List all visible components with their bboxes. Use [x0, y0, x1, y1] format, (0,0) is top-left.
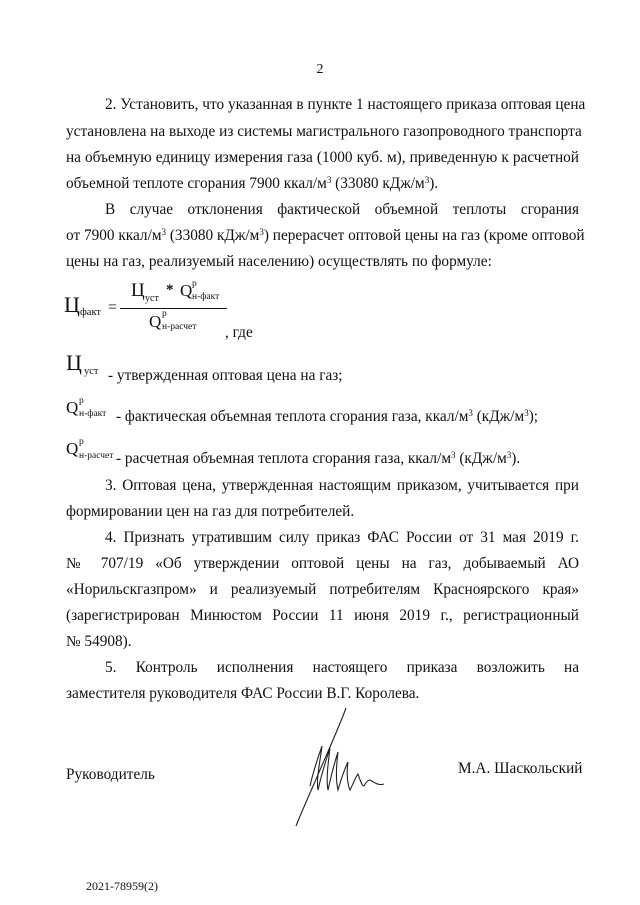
deviation-line-3: цены на газ, реализуемый населению) осуществлять по формуле: — [66, 253, 492, 270]
superscript: 3 — [468, 408, 473, 418]
text-segment: (кДж/м — [455, 450, 507, 467]
paragraph-2-line-3: на объемную единицу измерения газа (1000 куб. м), приведенную к расчетной — [66, 149, 579, 166]
text-segment: (33080 кДж/м — [331, 175, 425, 192]
superscript: 3 — [161, 227, 166, 237]
definition-subscript: уст — [84, 366, 99, 377]
document-code: 2021-78959(2) — [86, 879, 158, 893]
definition-subscript: н-факт — [79, 409, 107, 419]
superscript: 3 — [506, 450, 512, 460]
text-segment: - расчетная объемная теплота сгорания газа, ккал/м — [116, 450, 451, 467]
paragraph-5-line-2: заместителя руководителя ФАС России В.Г. Королева. — [66, 685, 420, 702]
deviation-line-2 — [66, 226, 585, 246]
text-segment: (кДж/м — [472, 408, 525, 425]
formula-numerator-q-subscript: н-факт — [192, 292, 220, 302]
deviation-line-1: В случае отклонения фактической объемной теплоты сгорания — [105, 201, 579, 218]
paragraph-2-line-2: установлена на выходе из системы магистрального газопроводного транспорта — [66, 123, 582, 140]
formula-numerator-symbol: Ц — [131, 280, 145, 301]
signatory-position: Руководитель — [66, 766, 155, 783]
paragraph-2-line-4 — [66, 174, 438, 194]
paragraph-3-line-1: 3. Оптовая цена, утвержденная настоящим приказом, учитывается при — [105, 477, 579, 494]
text-segment: от 7900 ккал/м — [66, 227, 162, 244]
text-segment: - фактическая объемная теплота сгорания газа, ккал/м — [116, 408, 469, 425]
text-segment: (33080 кДж/м — [166, 227, 260, 244]
page-number: 2 — [316, 62, 324, 77]
definition-text: - утвержденная оптовая цена на газ; — [108, 367, 343, 384]
superscript: 3 — [259, 227, 264, 237]
text-segment: ) перерасчет оптовой цены на газ (кроме оптовой — [263, 227, 585, 244]
formula-times: * — [166, 282, 174, 298]
paragraph-4-line-1: 4. Признать утратившим силу приказ ФАС России от 31 мая 2019 г. — [105, 529, 579, 546]
definition-symbol: Q — [66, 439, 79, 458]
formula-lhs-subscript: факт — [80, 307, 102, 318]
paragraph-4-line-5: № 54908). — [66, 633, 132, 650]
text-segment: ); — [528, 408, 539, 425]
formula-numerator-subscript: уст — [145, 293, 159, 304]
text-segment: ). — [429, 175, 439, 192]
formula-q-superscript: р — [192, 279, 197, 289]
handwritten-signature — [280, 700, 390, 830]
formula-denominator-q-subscript: н-расчет — [162, 322, 197, 332]
formula-equals: = — [108, 299, 118, 316]
definition-subscript: н-расчет — [79, 451, 114, 461]
superscript: 3 — [326, 175, 332, 185]
formula-den-q-symbol: Q — [149, 312, 162, 331]
definition-text — [116, 449, 520, 469]
paragraph-2-line-1: 2. Установить, что указанная в пункте 1 настоящего приказа оптовая цена — [105, 96, 586, 113]
text-segment: ). — [511, 450, 521, 467]
paragraph-5-line-1: 5. Контроль исполнения настоящего приказа возложить на — [105, 659, 579, 676]
superscript: 3 — [524, 408, 529, 418]
definition-superscript: р — [79, 396, 84, 406]
formula-where: , где — [225, 324, 253, 341]
formula-lhs-symbol: Ц — [64, 292, 80, 317]
text-segment: объемной теплоте сгорания 7900 ккал/м — [66, 175, 327, 192]
formula-den-q-superscript: р — [162, 309, 167, 319]
definition-symbol: Q — [66, 398, 79, 417]
fraction-bar — [120, 308, 227, 309]
definition-text — [116, 407, 538, 427]
definition-superscript: р — [79, 437, 84, 447]
paragraph-3-line-2: формировании цен на газ для потребителей. — [66, 503, 355, 520]
paragraph-4-line-2: № 707/19 «Об утверждении оптовой цены на газ, добываемый АО — [66, 555, 579, 572]
signatory-name: М.А. Шаскольский — [458, 760, 583, 777]
formula-q-symbol: Q — [180, 281, 193, 300]
superscript: 3 — [451, 450, 456, 460]
paragraph-4-line-3: «Норильскгазпром» и реализуемый потребителям Красноярского края» — [66, 581, 579, 598]
definition-symbol: Ц — [66, 350, 82, 375]
superscript: 3 — [424, 175, 430, 185]
paragraph-4-line-4: (зарегистрирован Минюстом России 11 июня 2019 г., регистрационный — [66, 607, 579, 624]
